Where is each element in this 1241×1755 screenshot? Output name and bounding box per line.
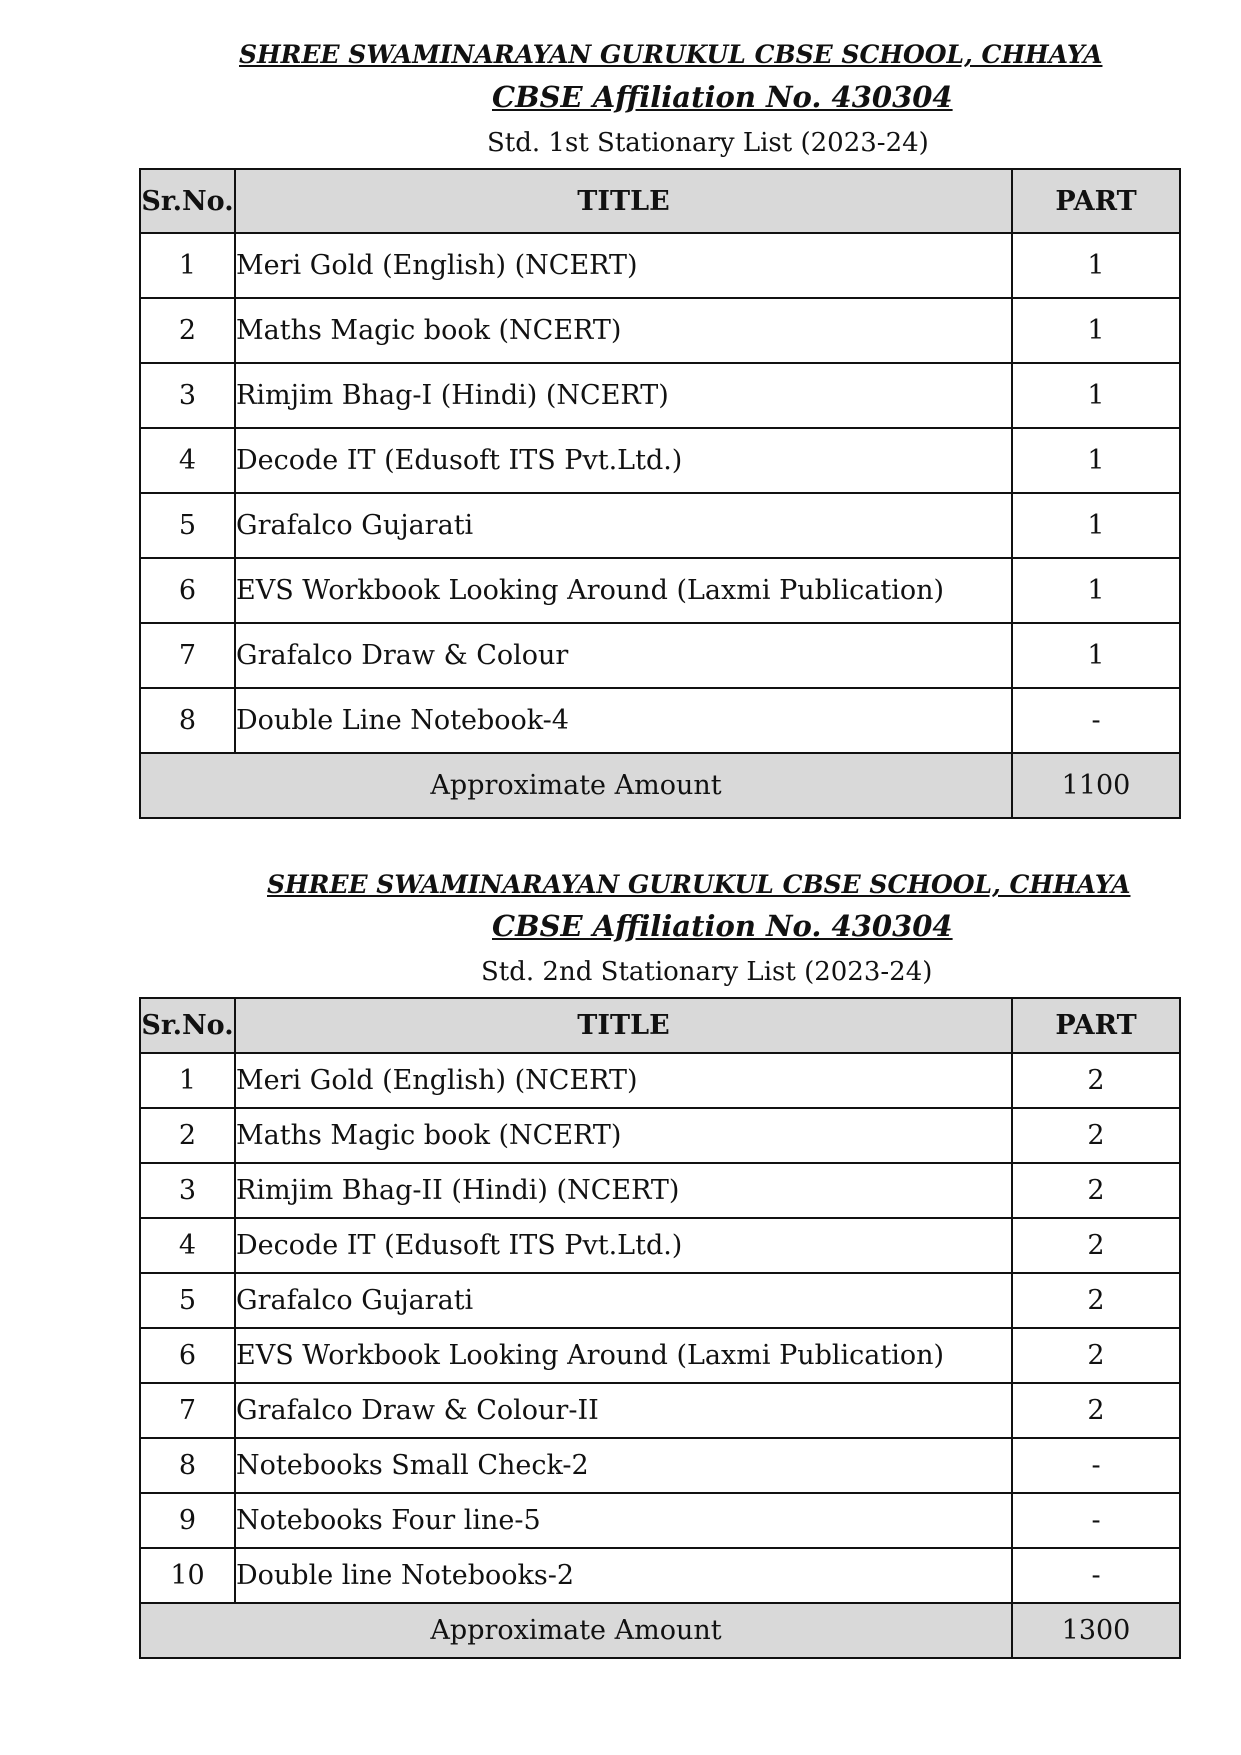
part-cell: 1 <box>1012 558 1180 623</box>
table-row <box>140 1438 1180 1493</box>
table-row <box>140 623 1180 688</box>
part-cell: 1 <box>1012 298 1180 363</box>
table-row <box>140 1493 1180 1548</box>
part-header: PART <box>1012 169 1180 233</box>
title-cell: Grafalco Draw & Colour <box>235 623 1012 688</box>
part-cell: 1 <box>1012 428 1180 493</box>
part-cell: 2 <box>1012 1328 1180 1383</box>
sr-no-cell: 2 <box>140 1108 235 1163</box>
sr-no-cell: 4 <box>140 1218 235 1273</box>
title-cell: Double Line Notebook-4 <box>235 688 1012 753</box>
sr-no-header: Sr.No. <box>140 169 235 233</box>
table-header-row <box>140 998 1180 1053</box>
title-header: TITLE <box>235 998 1012 1053</box>
title-cell: Grafalco Gujarati <box>235 493 1012 558</box>
table-row <box>140 1218 1180 1273</box>
affiliation-number-2: CBSE Affiliation No. 430304 <box>492 909 953 943</box>
title-cell: EVS Workbook Looking Around (Laxmi Publication) <box>235 558 1012 623</box>
sr-no-cell: 8 <box>140 1438 235 1493</box>
part-cell: 1 <box>1012 493 1180 558</box>
sr-no-cell: 3 <box>140 363 235 428</box>
table-row <box>140 233 1180 298</box>
part-cell: 2 <box>1012 1383 1180 1438</box>
approximate-amount-value: 1100 <box>1012 753 1180 818</box>
title-cell: Double line Notebooks-2 <box>235 1548 1012 1603</box>
part-cell: - <box>1012 688 1180 753</box>
sr-no-cell: 10 <box>140 1548 235 1603</box>
sr-no-cell: 1 <box>140 233 235 298</box>
sr-no-cell: 4 <box>140 428 235 493</box>
table-row <box>140 688 1180 753</box>
part-cell: 2 <box>1012 1163 1180 1218</box>
sr-no-cell: 7 <box>140 1383 235 1438</box>
table-row <box>140 428 1180 493</box>
approximate-amount-value: 1300 <box>1012 1603 1180 1658</box>
part-cell: 2 <box>1012 1218 1180 1273</box>
list-subtitle-2: Std. 2nd Stationary List (2023-24) <box>481 957 933 987</box>
part-cell: 2 <box>1012 1053 1180 1108</box>
sr-no-cell: 5 <box>140 493 235 558</box>
school-name-1: SHREE SWAMINARAYAN GURUKUL CBSE SCHOOL, CHHAYA <box>239 40 1103 69</box>
table-row <box>140 558 1180 623</box>
affiliation-number-1: CBSE Affiliation No. 430304 <box>492 80 953 114</box>
part-cell: - <box>1012 1548 1180 1603</box>
sr-no-cell: 6 <box>140 558 235 623</box>
school-name-2: SHREE SWAMINARAYAN GURUKUL CBSE SCHOOL, CHHAYA <box>267 870 1131 899</box>
sr-no-cell: 5 <box>140 1273 235 1328</box>
title-cell: Rimjim Bhag-II (Hindi) (NCERT) <box>235 1163 1012 1218</box>
title-cell: Grafalco Draw & Colour-II <box>235 1383 1012 1438</box>
part-cell: 2 <box>1012 1108 1180 1163</box>
sr-no-cell: 8 <box>140 688 235 753</box>
sr-no-cell: 1 <box>140 1053 235 1108</box>
title-cell: Notebooks Four line-5 <box>235 1493 1012 1548</box>
table-row <box>140 1548 1180 1603</box>
title-cell: Decode IT (Edusoft ITS Pvt.Ltd.) <box>235 1218 1012 1273</box>
table-row <box>140 363 1180 428</box>
part-cell: 2 <box>1012 1273 1180 1328</box>
approximate-amount-label: Approximate Amount <box>140 1603 1012 1658</box>
title-cell: Notebooks Small Check-2 <box>235 1438 1012 1493</box>
sr-no-cell: 7 <box>140 623 235 688</box>
title-cell: Meri Gold (English) (NCERT) <box>235 1053 1012 1108</box>
list-subtitle-1: Std. 1st Stationary List (2023-24) <box>487 128 929 158</box>
table-row <box>140 298 1180 363</box>
title-cell: Decode IT (Edusoft ITS Pvt.Ltd.) <box>235 428 1012 493</box>
sr-no-cell: 6 <box>140 1328 235 1383</box>
part-cell: - <box>1012 1438 1180 1493</box>
table-row <box>140 1383 1180 1438</box>
title-cell: Rimjim Bhag-I (Hindi) (NCERT) <box>235 363 1012 428</box>
total-row <box>140 753 1180 818</box>
table-row <box>140 1163 1180 1218</box>
total-row <box>140 1603 1180 1658</box>
part-header: PART <box>1012 998 1180 1053</box>
approximate-amount-label: Approximate Amount <box>140 753 1012 818</box>
table-row <box>140 1053 1180 1108</box>
part-cell: 1 <box>1012 363 1180 428</box>
title-cell: Maths Magic book (NCERT) <box>235 298 1012 363</box>
part-cell: 1 <box>1012 233 1180 298</box>
title-cell: Maths Magic book (NCERT) <box>235 1108 1012 1163</box>
sr-no-cell: 3 <box>140 1163 235 1218</box>
title-cell: EVS Workbook Looking Around (Laxmi Publication) <box>235 1328 1012 1383</box>
stationary-table-1 <box>139 168 1181 819</box>
table-header-row <box>140 169 1180 233</box>
table-row <box>140 1273 1180 1328</box>
sr-no-cell: 9 <box>140 1493 235 1548</box>
table-row <box>140 1328 1180 1383</box>
sr-no-cell: 2 <box>140 298 235 363</box>
part-cell: - <box>1012 1493 1180 1548</box>
table-row <box>140 1108 1180 1163</box>
title-header: TITLE <box>235 169 1012 233</box>
stationary-table-2 <box>139 997 1181 1659</box>
title-cell: Grafalco Gujarati <box>235 1273 1012 1328</box>
part-cell: 1 <box>1012 623 1180 688</box>
title-cell: Meri Gold (English) (NCERT) <box>235 233 1012 298</box>
table-row <box>140 493 1180 558</box>
sr-no-header: Sr.No. <box>140 998 235 1053</box>
